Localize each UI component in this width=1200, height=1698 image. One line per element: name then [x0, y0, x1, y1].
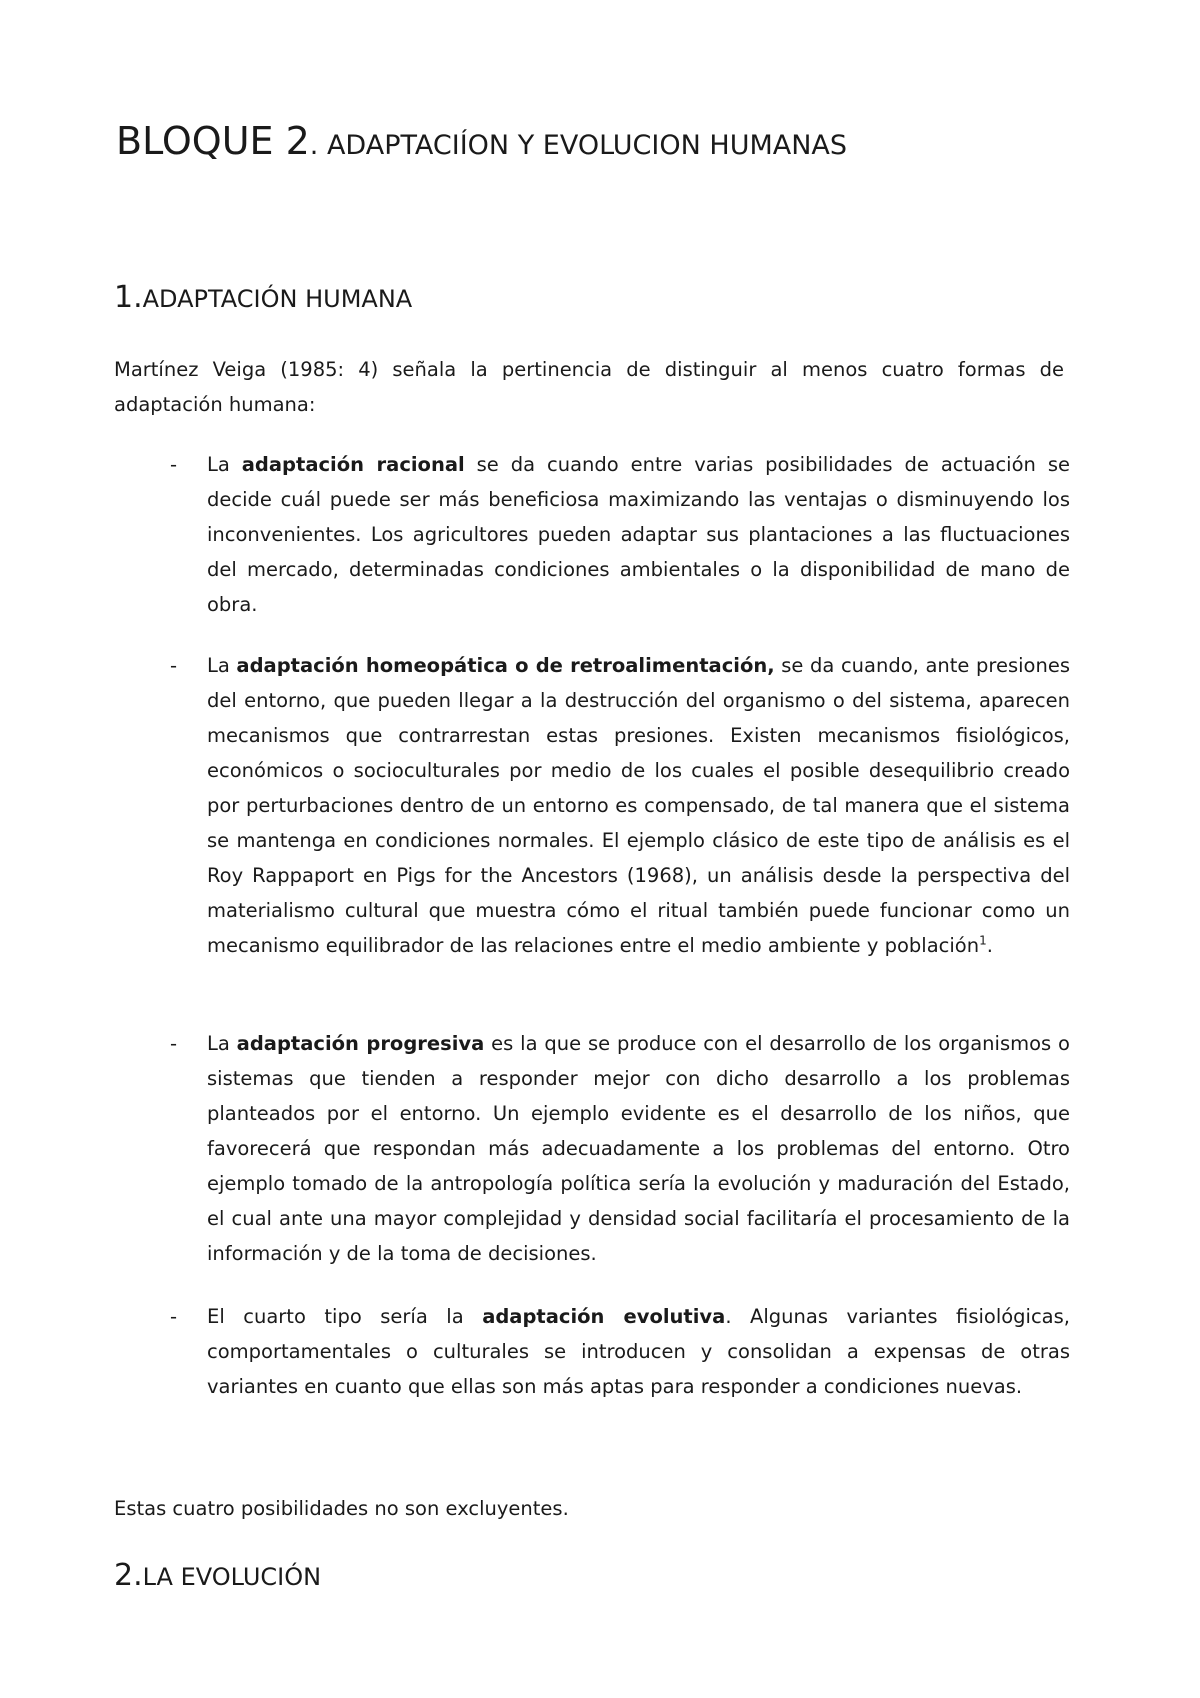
- section-heading-evolucion: [114, 1556, 321, 1597]
- bold-term: adaptación racional: [241, 453, 465, 476]
- footnote-ref[interactable]: 1: [979, 933, 987, 948]
- bullet-marker: -: [170, 1305, 178, 1328]
- bullet-marker: -: [170, 1032, 178, 1055]
- section-number: 2.: [114, 1558, 143, 1593]
- section-heading-adaptacion: [114, 278, 412, 319]
- title-subject: . ADAPTACIÍON Y EVOLUCION HUMANAS: [309, 130, 848, 161]
- intro-paragraph: Martínez Veiga (1985: 4) señala la pertinencia de distinguir al menos cuatro formas de adaptación humana:: [114, 358, 1064, 416]
- bullet-text: La adaptación racional se da cuando entre varias posibilidades de actuación se decide cuál puede ser más beneficiosa maximizando las ventajas o disminuyendo los inconvenientes. Los agricultores pueden adaptar sus plantaciones a las fluctuaciones del mercado, determinadas condiciones ambientales o la disponibilidad de mano de obra.: [207, 453, 1070, 616]
- document-title: [116, 116, 847, 171]
- bullet-marker: -: [170, 654, 178, 677]
- section-label: LA EVOLUCIÓN: [142, 1563, 322, 1591]
- section-label: ADAPTACIÓN HUMANA: [142, 285, 413, 313]
- bold-term: adaptación homeopática o de retroalimentación,: [236, 654, 775, 677]
- closing-paragraph: Estas cuatro posibilidades no son excluyentes.: [114, 1497, 569, 1520]
- bold-term: adaptación evolutiva: [482, 1305, 726, 1328]
- bullet-text: El cuarto tipo sería la adaptación evolutiva. Algunas variantes fisiológicas, comportamentales o culturales se introducen y consolidan a expensas de otras variantes en cuanto que ellas son más aptas para responder a condiciones nuevas.: [207, 1305, 1070, 1398]
- title-block-label: BLOQUE 2: [116, 119, 310, 163]
- bold-term: adaptación progresiva: [236, 1032, 485, 1055]
- bullet-marker: -: [170, 453, 178, 476]
- section-number: 1.: [114, 280, 143, 315]
- bullet-text: La adaptación progresiva es la que se produce con el desarrollo de los organismos o sistemas que tienden a responder mejor con dicho desarrollo a los problemas planteados por el entorno. Un ejemplo evidente es el desarrollo de los niños, que favorecerá que respondan más adecuadamente a los problemas del entorno. Otro ejemplo tomado de la antropología política sería la evolución y maduración del Estado, el cual ante una mayor complejidad y densidad social facilitaría el procesamiento de la información y de la toma de decisiones.: [207, 1032, 1070, 1265]
- bullet-text: La adaptación homeopática o de retroalimentación, se da cuando, ante presiones del entorno, que pueden llegar a la destrucción del organismo o del sistema, aparecen mecanismos que contrarrestan estas presiones. Existen mecanismos fisiológicos, económicos o socioculturales por medio de los cuales el posible desequilibrio creado por perturbaciones dentro de un entorno es compensado, de tal manera que el sistema se mantenga en condiciones normales. El ejemplo clásico de este tipo de análisis es el Roy Rappaport en Pigs for the Ancestors (1968), un análisis desde la perspectiva del materialismo cultural que muestra cómo el ritual también puede funcionar como un mecanismo equilibrador de las relaciones entre el medio ambiente y población$^1$.: [207, 654, 1070, 957]
